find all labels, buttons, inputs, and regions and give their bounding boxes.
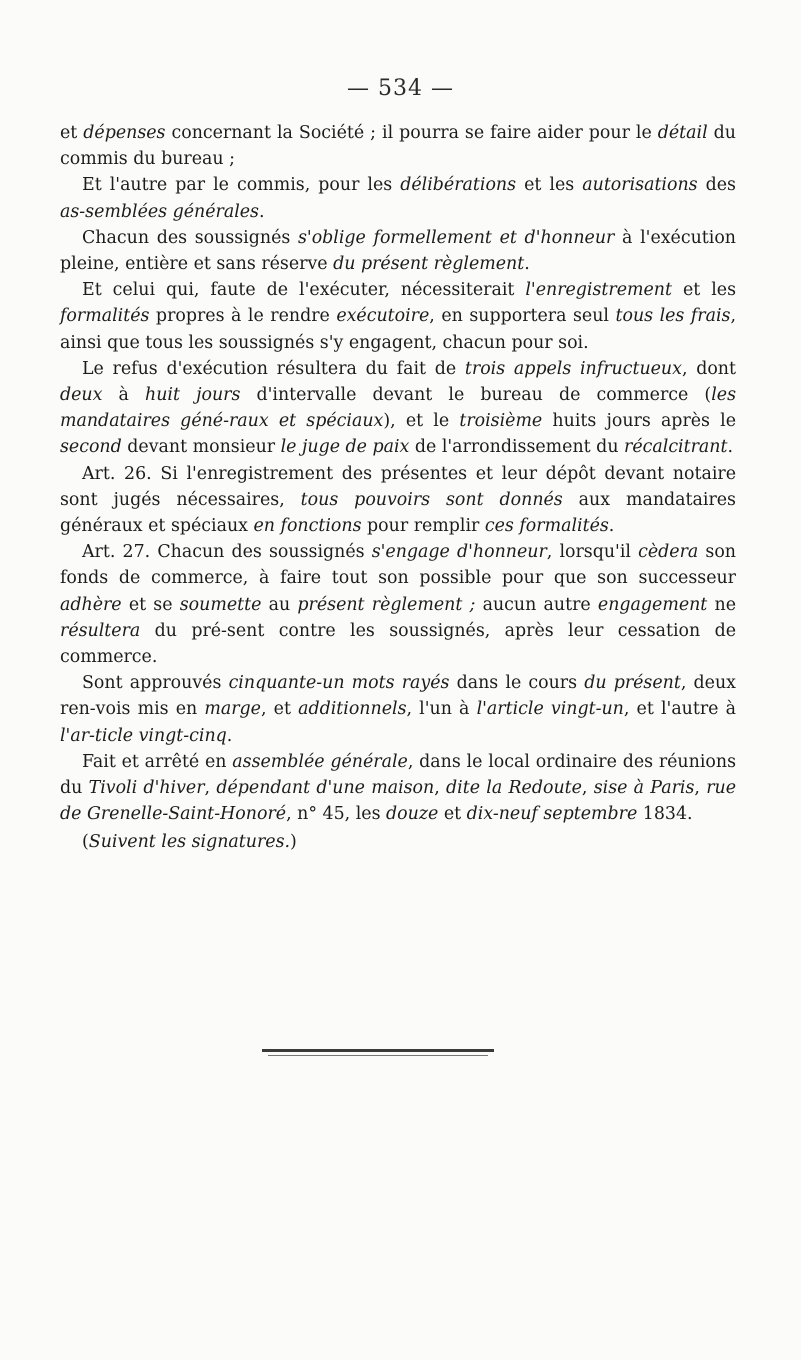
italic-run: l'ar-ticle vingt-cinq: [60, 725, 227, 746]
italic-run: douze: [386, 804, 439, 825]
text-run: , deux ren-vois mis en: [60, 673, 736, 720]
text-run: de l'arrondissement du: [409, 437, 625, 458]
closing-rule-thin: [268, 1055, 488, 1056]
italic-run: tous pouvoirs sont donnés: [300, 489, 563, 510]
body-text: [60, 120, 736, 856]
text-run: Et celui qui, faute de l'exécuter, nécessiterait: [82, 280, 526, 301]
italic-run: sise à Paris: [593, 778, 695, 799]
text-run: à l'exécution pleine, entière et sans réserve: [60, 227, 736, 275]
text-run: d'intervalle devant le bureau de commerce (: [240, 385, 712, 406]
italic-run: résultera: [60, 620, 141, 641]
text-run: et les: [671, 280, 736, 301]
italic-run: soumette: [179, 594, 262, 615]
text-run: pour remplir: [361, 516, 485, 537]
text-run: , dont: [681, 358, 736, 379]
text-run: , en supportera seul: [429, 306, 616, 327]
text-run: et les: [516, 175, 583, 196]
italic-run: du présent règlement: [333, 254, 525, 275]
text-run: des: [697, 175, 736, 196]
text-run: aux mandataires généraux et spéciaux: [60, 489, 736, 537]
paragraph: [60, 461, 736, 540]
italic-run: dite la Redoute: [446, 778, 582, 799]
italic-run: as-semblées générales: [60, 201, 259, 222]
text-run: , et: [260, 699, 299, 720]
text-run: .: [524, 254, 530, 275]
text-run: , l'un à: [406, 699, 477, 720]
text-run: , ainsi que tous les soussignés s'y engagent, chacun pour soi.: [60, 306, 737, 353]
text-run: ): [290, 832, 297, 853]
text-run: ne: [707, 594, 736, 615]
signatures-note: [60, 829, 736, 855]
italic-run: le juge de paix: [280, 437, 410, 458]
italic-run: assemblée générale: [232, 751, 408, 772]
italic-run: cinquante-un mots rayés: [228, 673, 450, 694]
italic-run: Suivent les signatures.: [88, 832, 291, 853]
italic-run: délibérations: [400, 175, 517, 196]
paragraph: [60, 172, 736, 224]
text-run: Fait et arrêté en: [82, 751, 233, 772]
text-run: , n° 45, les: [286, 804, 387, 825]
italic-run: cèdera: [638, 542, 699, 563]
italic-run: s'engage d'honneur: [371, 542, 547, 563]
italic-run: du présent: [584, 673, 681, 694]
page-number: — 534 —: [347, 76, 454, 101]
text-run: Sont approuvés: [82, 673, 229, 694]
italic-run: s'oblige formellement et d'honneur: [297, 227, 615, 248]
text-run: devant monsieur: [121, 437, 281, 458]
paragraph: [60, 120, 736, 172]
italic-run: huit jours: [145, 385, 241, 406]
text-run: .: [226, 725, 233, 746]
text-run: Chacun des soussignés: [82, 227, 298, 248]
text-run: dans le cours: [449, 673, 585, 694]
text-run: propres à le rendre: [149, 306, 337, 327]
italic-run: récalcitrant: [624, 437, 728, 458]
text-run: ,: [581, 778, 594, 799]
italic-run: exécutoire: [336, 306, 430, 327]
text-run: huits jours après le: [542, 411, 737, 432]
italic-run: additionnels: [298, 699, 407, 720]
text-run: , et l'autre à: [623, 699, 736, 720]
italic-run: adhère: [60, 594, 122, 615]
text-run: .: [608, 516, 615, 537]
text-run: 1834.: [637, 804, 693, 825]
text-run: ), et le: [383, 411, 460, 432]
text-run: du commis du bureau ;: [60, 123, 736, 170]
text-run: du pré-sent contre les soussignés, après leur cessation de commerce.: [60, 620, 736, 668]
text-run: .: [258, 201, 265, 222]
italic-run: engagement: [597, 594, 708, 615]
italic-run: deux: [60, 385, 103, 406]
paragraph: [60, 356, 736, 461]
text-run: ,: [694, 778, 707, 799]
italic-run: l'enregistrement: [525, 280, 672, 301]
italic-run: troisième: [459, 411, 543, 432]
italic-run: autorisations: [582, 175, 698, 196]
italic-run: dix-neuf septembre: [466, 804, 638, 825]
italic-run: Tivoli d'hiver: [88, 778, 205, 799]
paragraph: [60, 749, 736, 828]
text-run: et se: [121, 594, 180, 615]
text-run: Le refus d'exécution résultera du fait de: [82, 358, 465, 379]
italic-run: ces formalités: [484, 516, 609, 537]
italic-run: l'article vingt-un: [476, 699, 624, 720]
italic-run: trois appels infructueux: [464, 358, 682, 379]
text-run: Art. 27. Chacun des soussignés: [82, 542, 372, 563]
text-run: Et l'autre par le commis, pour les: [82, 175, 401, 196]
italic-run: dépenses: [83, 123, 166, 143]
italic-run: dépendant d'une maison: [216, 778, 435, 799]
italic-run: présent règlement ;: [297, 594, 476, 615]
text-run: son fonds de commerce, à faire tout son possible pour que son successeur: [60, 542, 737, 589]
italic-run: tous les frais: [615, 306, 731, 327]
italic-run: formalités: [60, 306, 150, 327]
text-run: ,: [204, 778, 217, 799]
paragraph: [60, 670, 736, 749]
text-run: concernant la Société ; il pourra se faire aider pour le: [165, 123, 658, 143]
text-run: , lorsqu'il: [546, 542, 639, 563]
text-run: au: [261, 594, 298, 615]
text-run: et: [60, 123, 84, 143]
text-run: , dans le local ordinaire des réunions du: [60, 751, 736, 799]
paragraph: [60, 277, 736, 356]
text-run: à: [102, 385, 146, 406]
paragraph: [60, 539, 736, 670]
text-run: aucun autre: [475, 594, 598, 615]
text-run: (: [82, 832, 89, 853]
italic-run: marge: [204, 699, 261, 720]
italic-run: en fonctions: [253, 516, 362, 537]
text-run: ,: [434, 778, 447, 799]
text-run: et: [438, 804, 467, 825]
text-run: Art. 26. Si l'enregistrement des présentes et leur dépôt devant notaire sont jugés nécessaires,: [60, 463, 736, 510]
paragraph: [60, 225, 736, 277]
italic-run: les mandataires géné-raux et spéciaux: [60, 385, 736, 432]
italic-run: rue de Grenelle-Saint-Honoré: [60, 778, 737, 825]
italic-run: second: [60, 437, 122, 458]
closing-rule: [262, 1049, 494, 1052]
text-run: .: [727, 437, 734, 458]
italic-run: détail: [657, 123, 708, 143]
